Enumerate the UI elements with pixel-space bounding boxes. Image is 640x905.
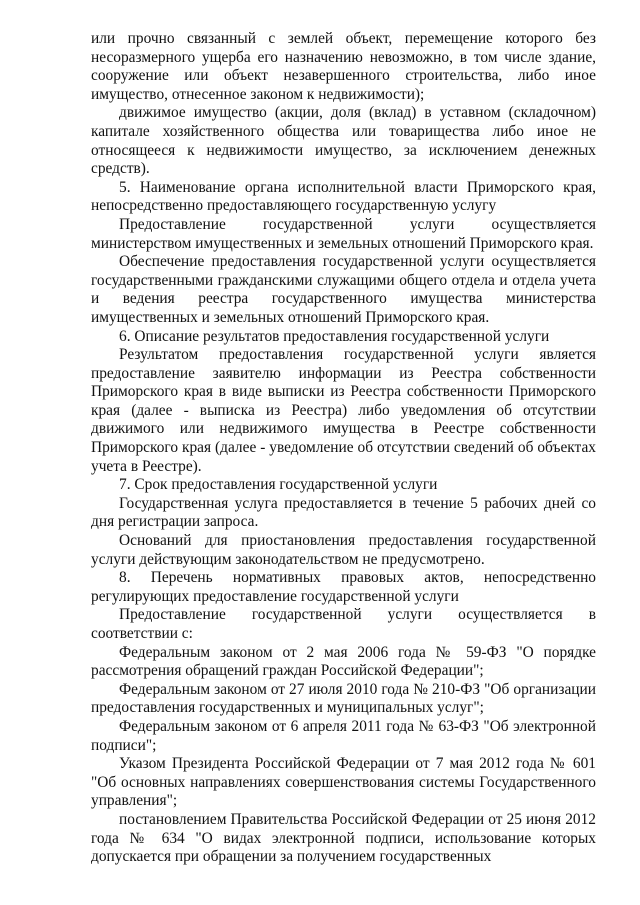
list-item-resolution-634: постановлением Правительства Российской Федерации от 25 июня 2012 года № 634 "О видах электронной подписи, использование которых допускается при обращении за получением государственных: [91, 810, 596, 866]
paragraph-legal-basis-intro: Предоставление государственной услуги осуществляется в соответствии с:: [91, 606, 596, 642]
list-item-law-210fz: Федеральным законом от 27 июля 2010 года № 210-ФЗ "Об организации предоставления государственных и муниципальных услуг";: [91, 680, 596, 717]
paragraph-service-provider: Предоставление государственной услуги осуществляется министерством имущественных и земельных отношений Приморского края.: [91, 215, 596, 252]
paragraph-no-suspension: Оснований для приостановления предоставления государственной услуги действующим законодательством не предусмотрено.: [91, 532, 596, 568]
list-item-decree-601: Указом Президента Российской Федерации от 7 мая 2012 года № 601 "Об основных направлениях совершенствования системы Государственного управления";: [91, 755, 596, 810]
paragraph-service-term: Государственная услуга предоставляется в течение 5 рабочих дней со дня регистрации запроса.: [91, 494, 596, 531]
paragraph-service-result: Результатом предоставления государственной услуги является предоставление заявителю информации из Реестра собственности Приморского края в виде выписки из Реестра собственности Приморского края (далее - выписка из Реестра) либо уведомления об отсутствии движимого или недвижимого имущества в Реестре собственности Приморского края (далее - уведомление об отсутствии сведений об объектах учета в Реестре).: [91, 346, 596, 475]
paragraph-service-support: Обеспечение предоставления государственной услуги осуществляется государственными гражданскими служащими общего отдела и отдела учета и ведения реестра государственного имущества министерства имущественных и земельных отношений Приморского края.: [91, 253, 596, 326]
section-heading-7: 7. Срок предоставления государственной услуги: [119, 476, 438, 494]
section-heading-6: 6. Описание результатов предоставления государственной услуги: [119, 327, 550, 345]
section-heading-8: 8. Перечень нормативных правовых актов, непосредственно регулирующих предоставление государственной услуги: [91, 569, 596, 605]
document-page: [91, 30, 596, 867]
paragraph-movable-property: движимое имущество (акции, доля (вклад) в уставном (складочном) капитале хозяйственного общества или товарищества либо иное не относящееся к недвижимости имущество, за исключением денежных средств).: [91, 104, 596, 178]
paragraph-real-estate-definition: или прочно связанный с землей объект, перемещение которого без несоразмерного ущерба его назначению невозможно, в том числе здание, сооружение или объект незавершенного строительства, либо иное имущество, отнесенное законом к недвижимости);: [91, 30, 596, 103]
list-item-law-59fz: Федеральным законом от 2 мая 2006 года № 59-ФЗ "О порядке рассмотрения обращений граждан Российской Федерации";: [91, 643, 596, 680]
list-item-law-63fz: Федеральным законом от 6 апреля 2011 года № 63-ФЗ "Об электронной подписи";: [91, 717, 596, 754]
section-heading-5: 5. Наименование органа исполнительной власти Приморского края, непосредственно предоставляющего государственную услугу: [91, 178, 596, 215]
